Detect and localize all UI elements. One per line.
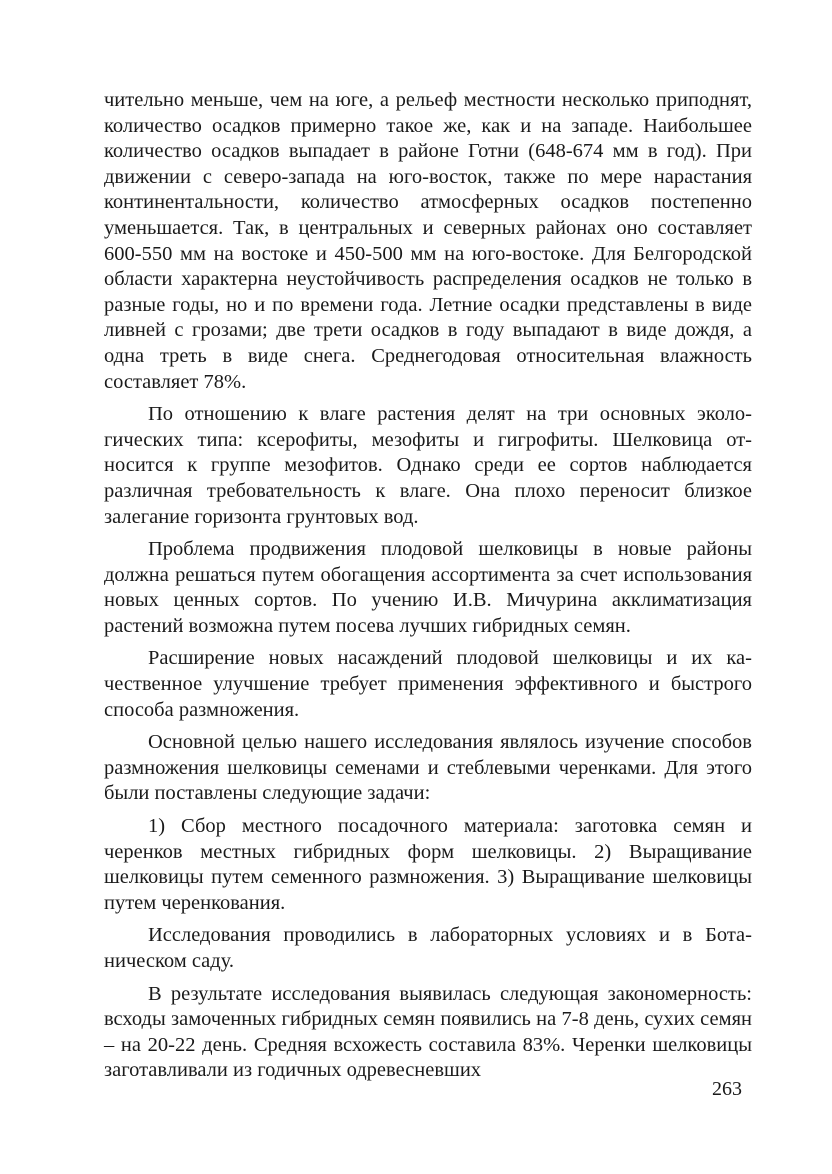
- paragraph-precipitation: чительно меньше, чем на юге, а рельеф местности несколько приподнят, количество осадков примерно такое же, как и на западе. Наибольшее количество осадков выпадает в районе Готни (648-674 мм в год). При движении с северо-запада на юго-восток, также по мере нарастания континентальности, количество атмосферных осадков постепенно уменьшается. Так, в центральных и северных районах оно составляет 600-550 мм на востоке и 450-500 мм на юго-востоке. Для Белгородской области характерна неустойчивость распределения осадков не только в разные годы, но и по времени года. Летние осадки представлены в виде ливней с грозами; две трети осадков в году выпадают в виде дождя, а одна треть в виде снега. Среднегодовая относительная влажность составляет 78%.: [104, 89, 752, 393]
- paragraph-ecological-types: По отношению к влаге растения делят на три основных экологических типа: ксерофиты, мезофиты и гигрофиты. Шелковица относится к группе мезофитов. Однако среди ее сортов наблюдается различная требовательность к влаге. Она плохо переносит близкое залегание горизонта грунтовых вод.: [104, 403, 752, 528]
- paragraph-tasks: 1) Сбор местного посадочного материала: заготовка семян и черенков местных гибридных форм шелковицы. 2) Выращивание шелковицы путем семенного размножения. 3) Выращивание шелковицы путем черенкования.: [104, 815, 752, 914]
- page-number: 263: [712, 1078, 742, 1100]
- page-body: [104, 88, 752, 1091]
- paragraph-conditions: Исследования проводились в лабораторных условиях и в Ботаническом саду.: [104, 924, 752, 972]
- paragraph-goal: Основной целью нашего исследования являлось изучение способов размножения шелковицы семенами и стеблевыми черенками. Для этого были поставлены следующие задачи:: [104, 731, 752, 805]
- paragraph-results: В результате исследования выявилась следующая закономерность: всходы замоченных гибридных семян появились на 7-8 день, сухих семян – на 20-22 день. Средняя всхожесть составила 83%. Черенки шелковицы заготавливали из годичных одревесневших: [104, 982, 752, 1082]
- paragraph-problem: Проблема продвижения плодовой шелковицы в новые районы должна решаться путем обогащения ассортимента за счет использования новых ценных сортов. По учению И.В. Мичурина акклиматизация растений возможна путем посева лучших гибридных семян.: [104, 538, 752, 637]
- paragraph-expansion: Расширение новых насаждений плодовой шелковицы и их качественное улучшение требует применения эффективного и быстрого способа размножения.: [104, 647, 752, 721]
